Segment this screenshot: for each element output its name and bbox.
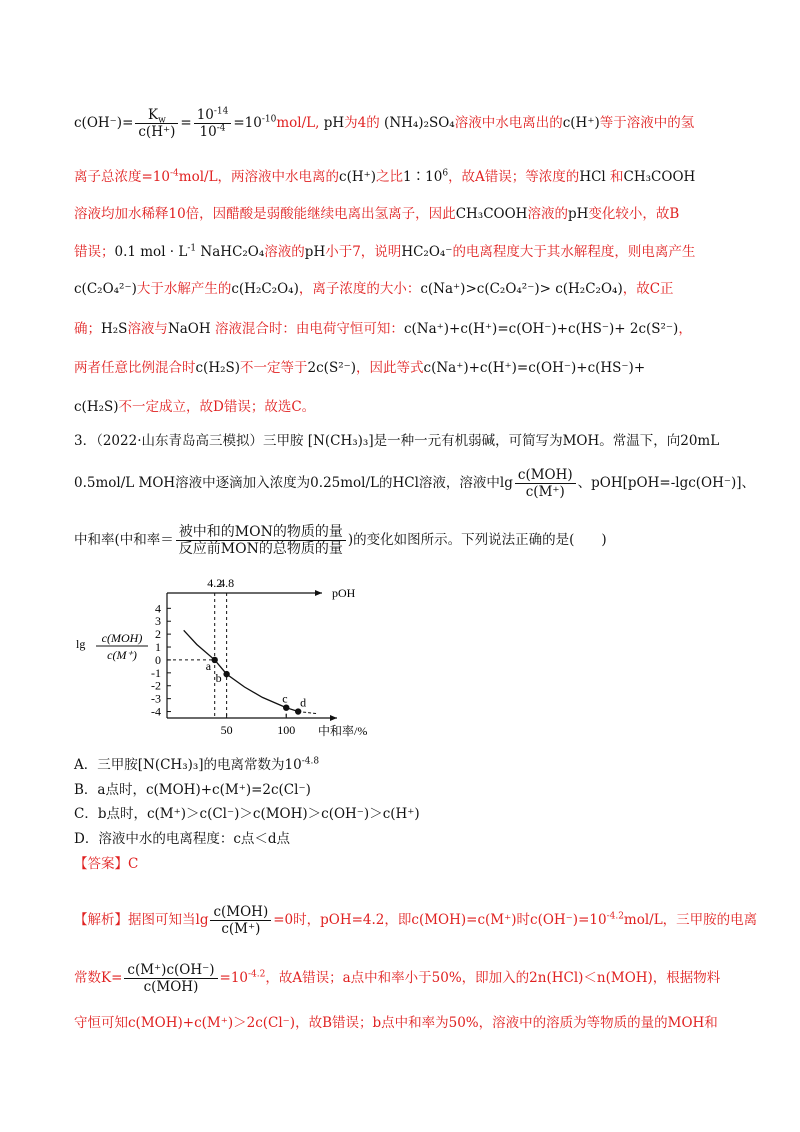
text: 溶液中水电离出的: [454, 115, 563, 131]
text: 中和率(中和率＝: [74, 532, 174, 548]
text: 离子总浓度=10: [74, 169, 170, 185]
neutralization-chart: [72, 570, 372, 750]
text: 小于7，说明: [325, 244, 402, 260]
solution-line-4: [74, 241, 695, 263]
text: H₂S: [101, 321, 128, 337]
text: c(C₂O₄²⁻): [74, 281, 137, 297]
data-point-a: [211, 657, 217, 663]
y-tick-label: -1: [151, 665, 161, 680]
top-tick-label: 4.8: [219, 576, 235, 590]
text: c(H₂S): [195, 360, 241, 376]
text: 0.5mol/L MOH溶液中逐滴加入浓度为0.25mol/L的HCl溶液，溶液中lg: [74, 475, 513, 491]
text: 两者任意比例混合时: [74, 360, 196, 376]
text: HC₂O₄⁻: [401, 244, 453, 260]
text: 之比: [376, 169, 404, 185]
text: 溶液与: [127, 321, 168, 337]
text: ，故A错误；等浓度的: [448, 169, 580, 185]
data-curve: [184, 630, 299, 711]
text: -4.8: [301, 756, 320, 767]
text: CH₃COOH: [455, 206, 528, 222]
fraction: [194, 107, 232, 140]
text: A．三甲胺[N(CH₃)₃]的电离常数为10: [74, 757, 302, 773]
text: c(Na⁺)+c(H⁺)=c(OH⁻)+c(HS⁻)+: [423, 360, 646, 376]
text: 、pOH[pOH=-lgc(OH⁻)]、: [577, 475, 756, 491]
y-tick-label: 4: [155, 601, 161, 616]
text: c(H⁺): [562, 115, 600, 131]
solution-line-3: [74, 203, 679, 225]
text: w: [158, 115, 166, 126]
text: =0时，pOH=4.2，即c(MOH)=c(M⁺)时c(OH⁻)=10: [273, 912, 607, 928]
data-point-label: a: [205, 658, 212, 673]
text: =10: [233, 115, 262, 131]
text: 的电离程度大于其水解程度，则电离产生: [452, 244, 696, 260]
analysis-line-3: 守恒可知c(MOH)+c(M⁺)＞2c(Cl⁻)，故B错误；b点中和率为50%，溶液中的溶质为等物质的量的MOH和: [74, 1015, 718, 1031]
y-axis-label-prefix: lg: [76, 637, 86, 651]
text: =: [180, 115, 192, 131]
y-tick-label: -2: [151, 678, 161, 693]
text: C: [128, 856, 139, 872]
analysis-line-2: [74, 962, 720, 995]
text: mol/L，三甲胺的电离: [623, 912, 758, 928]
data-point-b: [223, 671, 229, 677]
text: c(H⁺): [339, 169, 377, 185]
x-axis-arrow: [330, 715, 337, 721]
text: 0.1 mol · L: [114, 244, 188, 260]
text: ，故C正: [622, 281, 674, 297]
top-axis-label: pOH: [332, 586, 356, 600]
question-line-2: [74, 467, 755, 500]
data-point-label: c: [282, 691, 288, 706]
y-tick-label: -4: [151, 704, 161, 719]
text: NaOH: [167, 321, 211, 337]
text: CH₃COOH: [623, 169, 696, 185]
text: =10: [219, 970, 249, 986]
text: 溶液混合时：由电荷守恒可知：: [214, 321, 404, 337]
text: 10: [199, 124, 217, 140]
text: -10: [261, 114, 277, 125]
text: 错误；: [74, 244, 115, 260]
text: 常数K=: [74, 970, 123, 986]
text: 不一定等于: [240, 360, 308, 376]
solution-line-6: [74, 318, 692, 340]
text: c(H⁺): [138, 124, 176, 140]
text: K: [147, 107, 159, 123]
solution-line-8: [74, 396, 315, 418]
y-tick-label: -3: [151, 691, 161, 706]
data-point-label: d: [300, 695, 307, 710]
text: c(M⁺): [525, 484, 565, 500]
question-line-3: [74, 524, 607, 557]
text: 【答案】: [74, 856, 128, 872]
text: -4: [216, 123, 226, 134]
question-line-1: 3．（2022·山东青岛高三模拟）三甲胺 [N(CH₃)₃]是一种一元有机弱碱，可简写为MOH。常温下，向20mL: [74, 433, 720, 449]
text: 溶液均加水稀释10倍，因醋酸是弱酸能继续电离出氢离子，因此: [74, 206, 456, 222]
y-axis-label-num: c(MOH): [101, 631, 143, 645]
text: -4: [170, 168, 179, 179]
text: 和: [610, 169, 624, 185]
option-a[interactable]: [74, 755, 319, 775]
text: =: [122, 115, 134, 131]
answer-line: [74, 854, 138, 874]
option-c[interactable]: C．b点时，c(M⁺)＞c(Cl⁻)＞c(MOH)＞c(OH⁻)＞c(H⁺): [74, 806, 420, 822]
text: HCl: [579, 169, 606, 185]
text: ，离子浓度的大小：: [298, 281, 421, 297]
x-axis-label: 中和率/%: [318, 724, 368, 738]
y-tick-label: 2: [155, 627, 161, 642]
fraction: [176, 524, 346, 557]
text: 反应前MON的总物质的量: [178, 541, 343, 557]
text: ，: [678, 321, 692, 337]
text: 大于水解产生的: [136, 281, 232, 297]
y-tick-label: 3: [155, 614, 161, 629]
text: 溶液的: [527, 206, 568, 222]
option-b[interactable]: B．a点时，c(MOH)+c(M⁺)=2c(Cl⁻): [74, 782, 311, 798]
text: ，故A错误；a点中和率小于50%，即加入的2n(HCl)＜n(MOH)，根据物料: [265, 970, 721, 986]
text: 6: [442, 168, 449, 179]
y-tick-label: 0: [155, 652, 161, 667]
y-tick-label: 1: [155, 640, 161, 655]
text: ，因此等式: [356, 360, 424, 376]
text: )的变化如图所示。下列说法正确的是( ): [347, 532, 607, 548]
text: 10: [196, 107, 214, 123]
text: 被中和的MON的物质的量: [176, 524, 346, 541]
option-d[interactable]: D．溶液中水的电离程度：c点＜d点: [74, 831, 291, 847]
text: c(Na⁺)+c(H⁺)=c(OH⁻)+c(HS⁻)+ 2c(S²⁻): [403, 321, 679, 337]
text: mol/L,: [276, 115, 320, 131]
text: 变化较小，故B: [588, 206, 680, 222]
top-axis-arrow: [315, 590, 322, 596]
text: c(MOH): [515, 467, 576, 484]
text: 确；: [74, 321, 101, 337]
fraction: [210, 904, 271, 937]
solution-line-1: [74, 107, 694, 140]
text: -4.2: [248, 969, 266, 980]
fraction: [124, 962, 217, 995]
text: c(H₂S): [74, 399, 119, 415]
text: mol/L，两溶液中水电离的: [178, 169, 340, 185]
text: -4.2: [606, 911, 624, 922]
text: NaHC₂O₄: [196, 244, 265, 260]
solution-line-7: [74, 357, 645, 379]
text: c(MOH): [210, 904, 271, 921]
text: (NH₄)₂SO₄: [384, 115, 455, 131]
text: 【解析】: [74, 912, 128, 928]
text: 2c(S²⁻): [307, 360, 357, 376]
text: pH: [323, 115, 345, 131]
text: c(M⁺)c(OH⁻): [124, 962, 217, 979]
text: pH: [304, 244, 326, 260]
text: 为4的: [344, 115, 380, 131]
text: c(H₂C₂O₄): [231, 281, 299, 297]
text: 据图可知当lg: [128, 912, 209, 928]
text: 不一定成立，故D错误；故选C。: [118, 399, 316, 415]
fraction: [515, 467, 576, 500]
text: pH: [567, 206, 589, 222]
text: -14: [213, 106, 229, 117]
solution-line-5: [74, 278, 674, 300]
text: c(Na⁺)>c(C₂O₄²⁻)> c(H₂C₂O₄): [420, 281, 623, 297]
text: 1∶10: [403, 169, 443, 185]
text: 溶液的: [264, 244, 305, 260]
text: c(M⁺): [221, 921, 261, 937]
data-point-label: b: [215, 671, 222, 686]
text: -1: [187, 243, 197, 254]
x-tick-label: 50: [220, 723, 233, 737]
analysis-line-1: [74, 904, 757, 937]
text: 等于溶液中的氢: [599, 115, 695, 131]
y-axis-label-den: c(M⁺): [107, 648, 137, 662]
formula: c(OH⁻): [74, 115, 123, 131]
x-tick-label: 100: [277, 723, 296, 737]
top-tick-label: 4.2: [207, 576, 223, 590]
fraction: [135, 107, 178, 140]
solution-line-2: [74, 166, 695, 188]
text: c(MOH): [143, 979, 199, 995]
